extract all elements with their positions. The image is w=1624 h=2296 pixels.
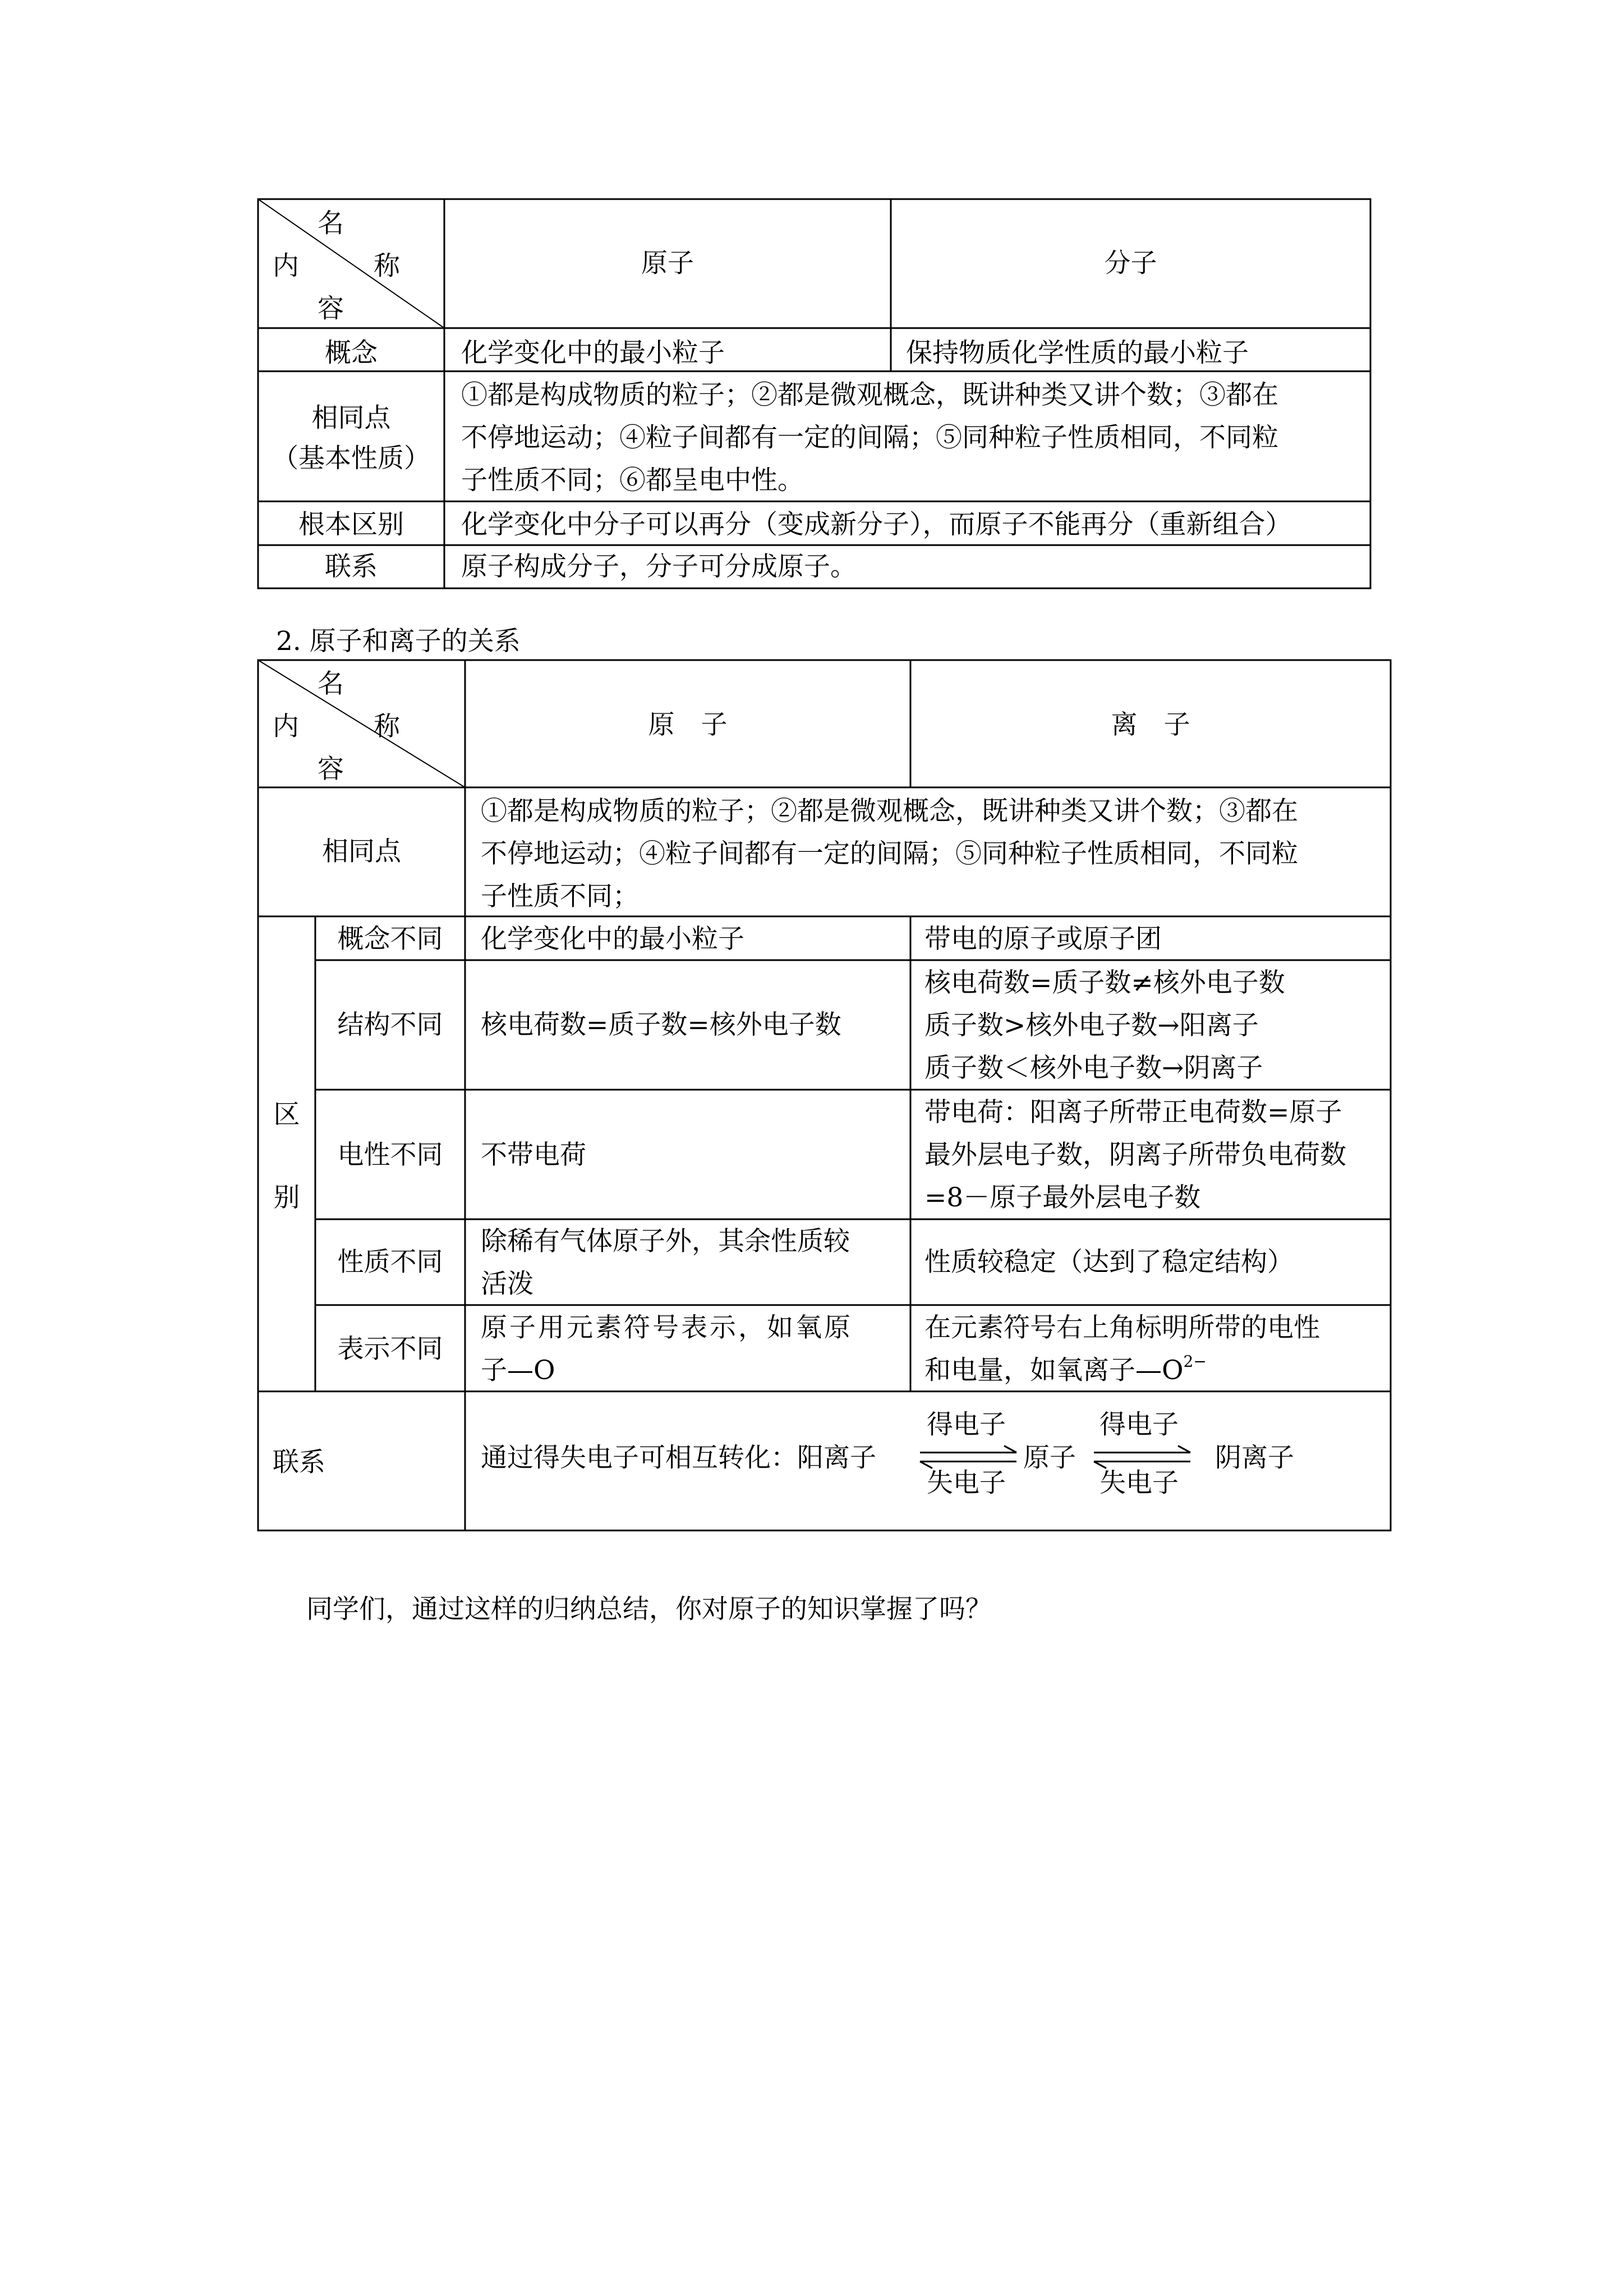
row-label-notation: 表示不同 — [337, 1334, 443, 1364]
header-cheng: 称 — [374, 251, 400, 282]
t2-header-cheng: 称 — [374, 711, 400, 742]
header-ming: 名 — [318, 208, 344, 239]
difference-label-qu: 区 — [273, 1099, 300, 1130]
t2-header-ming: 名 — [318, 668, 344, 699]
cell-ion-property: 性质较稳定（达到了稳定结构） — [924, 1247, 1294, 1278]
cell-atom-structure: 核电荷数=质子数=核外电子数 — [481, 1009, 841, 1040]
cell-ion-structure-2: 质子数>核外电子数→阳离子 — [924, 1010, 1259, 1041]
row-label-charge: 电性不同 — [337, 1140, 443, 1170]
header-rong: 容 — [318, 293, 344, 324]
t2-same-line-3: 子性质不同； — [481, 881, 639, 912]
cell-same-line-1: ①都是构成物质的粒子；②都是微观概念，既讲种类又讲个数；③都在 — [461, 380, 1278, 411]
link-middle: 原子 — [1023, 1442, 1076, 1473]
cell-ion-structure-3: 质子数＜核外电子数→阴离子 — [924, 1053, 1263, 1084]
row-label-difference: 根本区别 — [298, 509, 404, 540]
t2-column-header-ion: 离 子 — [1111, 709, 1190, 740]
cell-same-line-3: 子性质不同；⑥都呈电中性。 — [461, 465, 804, 496]
link-lose-2: 失电子 — [1099, 1468, 1179, 1499]
t2-header-rong: 容 — [318, 754, 344, 785]
t2-row-label-same: 相同点 — [322, 836, 401, 867]
cell-atom-property-2: 活泼 — [481, 1269, 533, 1299]
row-label-same-sub: （基本性质） — [272, 443, 430, 474]
t2-same-line-2: 不停地运动；④粒子间都有一定的间隔；⑤同种粒子性质相同，不同粒 — [481, 838, 1298, 869]
cell-atom-notation-1: 原子用元素符号表示，如氧原 — [481, 1312, 853, 1343]
link-lose-1: 失电子 — [927, 1468, 1006, 1499]
ion-notation-text: 和电量，如氧离子—O — [924, 1355, 1184, 1386]
link-prefix: 通过得失电子可相互转化：阳离子 — [481, 1442, 876, 1473]
link-suffix: 阴离子 — [1215, 1442, 1294, 1473]
row-label-structure: 结构不同 — [337, 1009, 443, 1040]
row-label-link: 联系 — [325, 551, 378, 582]
cell-ion-charge-3: =8－原子最外层电子数 — [924, 1182, 1201, 1213]
cell-ion-notation-1: 在元素符号右上角标明所带的电性 — [924, 1312, 1320, 1343]
difference-label-bie: 别 — [273, 1182, 300, 1213]
cell-atom-concept: 化学变化中的最小粒子 — [461, 338, 725, 368]
row-label-same: 相同点 — [311, 403, 391, 434]
cell-ion-charge-1: 带电荷：阳离子所带正电荷数=原子 — [924, 1097, 1342, 1128]
ion-charge-superscript: 2− — [1183, 1352, 1207, 1371]
cell-ion-concept-diff: 带电的原子或原子团 — [924, 924, 1162, 955]
cell-atom-concept-diff: 化学变化中的最小粒子 — [481, 924, 744, 955]
cell-ion-charge-2: 最外层电子数，阴离子所带负电荷数 — [924, 1140, 1346, 1170]
link-gain-1: 得电子 — [927, 1409, 1006, 1440]
section-2-title: 2. 原子和离子的关系 — [276, 626, 521, 657]
cell-link: 原子构成分子，分子可分成原子。 — [461, 551, 857, 582]
cell-atom-notation-2: 子—O — [481, 1355, 555, 1386]
cell-atom-charge: 不带电荷 — [481, 1140, 586, 1170]
t2-column-header-atom: 原 子 — [648, 709, 728, 740]
row-label-concept-diff: 概念不同 — [337, 924, 443, 955]
t2-same-line-1: ①都是构成物质的粒子；②都是微观概念，既讲种类又讲个数；③都在 — [481, 796, 1298, 827]
cell-difference: 化学变化中分子可以再分（变成新分子），而原子不能再分（重新组合） — [461, 509, 1292, 540]
cell-atom-property-1: 除稀有气体原子外，其余性质较 — [481, 1226, 850, 1257]
closing-question: 同学们，通过这样的归纳总结，你对原子的知识掌握了吗？ — [306, 1594, 992, 1625]
t2-row-label-link: 联系 — [273, 1447, 325, 1478]
row-label-property: 性质不同 — [337, 1247, 443, 1278]
column-header-molecule: 分子 — [1104, 248, 1157, 279]
row-label-concept: 概念 — [325, 338, 378, 368]
column-header-atom: 原子 — [641, 248, 694, 279]
cell-molecule-concept: 保持物质化学性质的最小粒子 — [906, 338, 1249, 368]
link-gain-2: 得电子 — [1099, 1409, 1179, 1440]
cell-same-line-2: 不停地运动；④粒子间都有一定的间隔；⑤同种粒子性质相同，不同粒 — [461, 422, 1278, 453]
header-nei: 内 — [273, 251, 299, 282]
cell-ion-structure-1: 核电荷数=质子数≠核外电子数 — [924, 967, 1285, 998]
t2-header-nei: 内 — [273, 711, 299, 742]
